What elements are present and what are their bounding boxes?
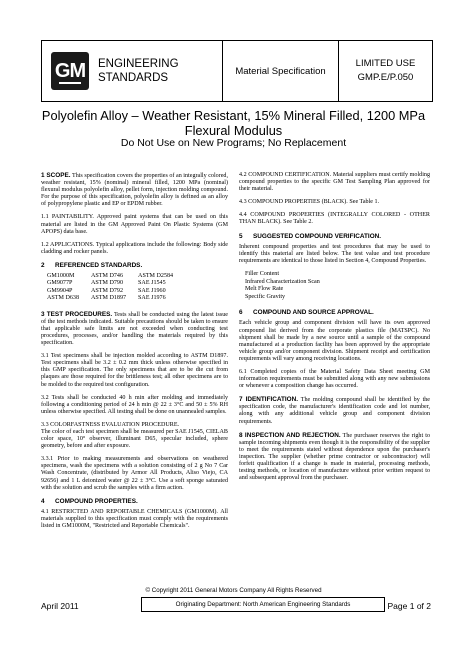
section-6-1: 6.1 Completed copies of the Material Safety Data Sheet meeting GM information requirements must be submitted along with any new submissions or whenever a composition change has occurred. <box>239 368 430 390</box>
standard-cell: ASTM D1897 <box>91 295 127 302</box>
limited-use-label: LIMITED USE <box>355 58 416 69</box>
section-5-heading: 5 SUGGESTED COMPOUND VERIFICATION. <box>239 232 382 240</box>
doc-type: Material Specification <box>223 41 339 101</box>
section-1-text: This specification covers the properties of an integrally colored, weather resistant, 15% (nominal) mineral filled, 1200 MPa (nominal) flexural modulus polyolefin alloy, pellet form, injection molding compound. For the purpose of this specification, polyolefin alloy is defined as an alloy of polypropylene plastic and EP or EPDM rubber. <box>41 173 228 208</box>
list-item: Specific Gravity <box>245 293 286 300</box>
standard-cell: GM9904P <box>47 287 73 294</box>
verification-list <box>245 271 430 301</box>
left-column <box>41 172 228 536</box>
standard-cell: ASTM D746 <box>91 273 123 280</box>
originating-department: Originating Department: North American Engineering Standards <box>141 597 385 612</box>
section-4-heading: 4 COMPOUND PROPERTIES. <box>41 497 138 505</box>
section-3-2: 3.2 Tests shall be conducted 40 h min after molding and immediately following a conditioning period of 24 h min @ 22 ± 3°C and 50 ± 5% RH unless otherwise specified. All testing shall be done on unannealed samples. <box>41 394 228 415</box>
list-item: Melt Flow Rate <box>245 286 284 293</box>
section-3-3-1: 3.3.1 Prior to making measurements and observations on weathered specimens, wash the specimens with a solution consisting of 2 g No 7 Car Wash Concentrate, (distributed by Armor All Products, Aliso Viejo, CA 92656) and 1 L deionized water @ 22 ± 3°C. Use a soft sponge saturated with the solution and scrub the samples with a firm action. <box>41 456 228 491</box>
table-row <box>47 288 185 295</box>
right-column <box>239 172 430 488</box>
section-3 <box>41 311 228 347</box>
standard-cell: GM9077P <box>47 280 73 287</box>
section-1-2: 1.2 APPLICATIONS. Typical applications include the following: Body side cladding and rocker panels. <box>41 241 228 255</box>
standard-cell: SAE J1960 <box>138 287 166 294</box>
list-item: Infrared Characterization Scan <box>245 278 320 285</box>
section-8-text: The purchaser reserves the right to sample incoming shipments even though it is the responsibility of the supplier to meet the requirements stated without dependence upon the purchaser's inspection. The supplier (whether prime contractor or subcontractor) will forfeit qualification if a change is made in material, processing methods, testing methods, or location of manufacture without prior written request to and subsequent approval from the purchaser. <box>239 432 430 482</box>
table-row <box>47 295 185 302</box>
standard-cell: ASTM D792 <box>91 287 123 294</box>
brand-text <box>98 57 179 85</box>
standard-cell: ASTM D2584 <box>138 273 174 280</box>
header-box <box>41 40 433 102</box>
doc-id-cell <box>339 41 432 101</box>
section-8-heading: 8 INSPECTION AND REJECTION. <box>239 431 341 439</box>
copyright-notice: © Copyright 2011 General Motors Company All Rights Reserved <box>145 587 322 594</box>
page-number: Page 1 of 2 <box>387 601 431 611</box>
standard-cell: SAE J1545 <box>138 280 166 287</box>
referenced-standards-table <box>47 273 185 303</box>
section-7 <box>239 396 430 425</box>
brand-line-1: ENGINEERING <box>98 58 179 70</box>
section-5-text: Inherent compound properties and test procedures that may be used to identify this material are listed below. The test value and test procedure requirements are identical to those listed in Section 4, Compound Properties. <box>239 243 430 264</box>
page-title <box>30 108 437 138</box>
doc-number: GMP.E/P.050 <box>357 72 414 83</box>
section-4-4: 4.4 COMPOUND PROPERTIES (INTEGRALLY COLORED - OTHER THAN BLACK). See Table 2. <box>239 212 430 226</box>
section-7-heading: 7 IDENTIFICATION. <box>239 396 299 404</box>
standard-cell: ASTM D790 <box>91 280 123 287</box>
gm-logo: GM <box>51 52 89 90</box>
section-1-1: 1.1 PAINTABILITY. Approved paint systems that can be used on this material are listed in the GM Approved Paint On Plastic Systems (GM APOPS) data base. <box>41 214 228 235</box>
section-3-text: Tests shall be conducted using the latest issue of the test methods indicated. Suitable precautions should be taken to ensure that applicable safe limits are not exceeded when conducting test procedures, processes, and/or handling the materials required by this specification. <box>41 311 228 347</box>
standard-cell: GM1000M <box>47 273 75 280</box>
standard-cell: SAE J1976 <box>138 295 166 302</box>
title-line-1: Polyolefin Alloy – Weather Resistant, 15% Mineral Filled, 1200 MPa <box>41 108 426 123</box>
section-7-text: The molding compound shall be identified by the specification code, the manufacturer's identification code and lot number, along with any additional vehicle group and component division requirements. <box>239 397 431 425</box>
table-row <box>47 280 185 287</box>
table-row <box>47 273 185 280</box>
brand-line-2: STANDARDS <box>98 72 169 84</box>
section-4-1: 4.1 RESTRICTED AND REPORTABLE CHEMICALS (GM1000M). All materials supplied to this specification must comply with the requirements listed in GM1000M, "Restricted and Reportable Chemicals". <box>41 508 228 529</box>
section-4-3: 4.3 COMPOUND PROPERTIES (BLACK). See Table 1. <box>239 199 380 206</box>
section-3-3-text: The color of each test specimen shall be measured per SAE J1545, CIELAB color space, 10° observer, illuminant D65, specular included, sphere geometry, before and after exposure. <box>41 428 228 450</box>
standard-cell: ASTM D638 <box>47 295 79 302</box>
section-6-text: Each vehicle group and component division will have its own approved compound list derived from the corporate plastics file (MATSPC). No shipment shall be made by a new source until a sample of the compound manufactured at a production facility has been approved by the appropriate vehicle group and/or component division. Shipment receipt and certification requirements will vary among receiving locations. <box>239 320 430 362</box>
section-4-2: 4.2 COMPOUND CERTIFICATION. Material suppliers must certify molding compound properties to the specific GM Test Sampling Plan approved for their material. <box>239 172 430 193</box>
page-subtitle: Do Not Use on New Programs; No Replacement <box>120 137 347 149</box>
section-1-heading: 1 SCOPE. <box>41 172 71 179</box>
section-6-heading: 6 COMPOUND AND SOURCE APPROVAL. <box>239 309 374 317</box>
section-3-heading: 3 TEST PROCEDURES. <box>41 310 113 318</box>
section-3-3-heading: 3.3 COLORFASTNESS EVALUATION PROCEDURE. <box>41 421 180 428</box>
section-8 <box>239 432 430 483</box>
footer-date: April 2011 <box>41 601 79 611</box>
title-line-2: Flexural Modulus <box>184 123 283 138</box>
section-3-3 <box>41 422 228 450</box>
brand-cell <box>42 41 223 101</box>
list-item: Filler Content <box>245 270 280 277</box>
section-2-heading: 2 REFERENCED STANDARDS. <box>41 261 143 269</box>
section-1 <box>41 172 228 208</box>
section-3-1: 3.1 Test specimens shall be injection molded according to ASTM D1897. Test specimens shall be 3.2 ± 0.2 mm thick unless otherwise specified in this GMP specification. The only specimens that are to be die cut from plaques are those required for the brittleness test; all other specimens are to be molded to the required test configuration. <box>41 353 228 388</box>
